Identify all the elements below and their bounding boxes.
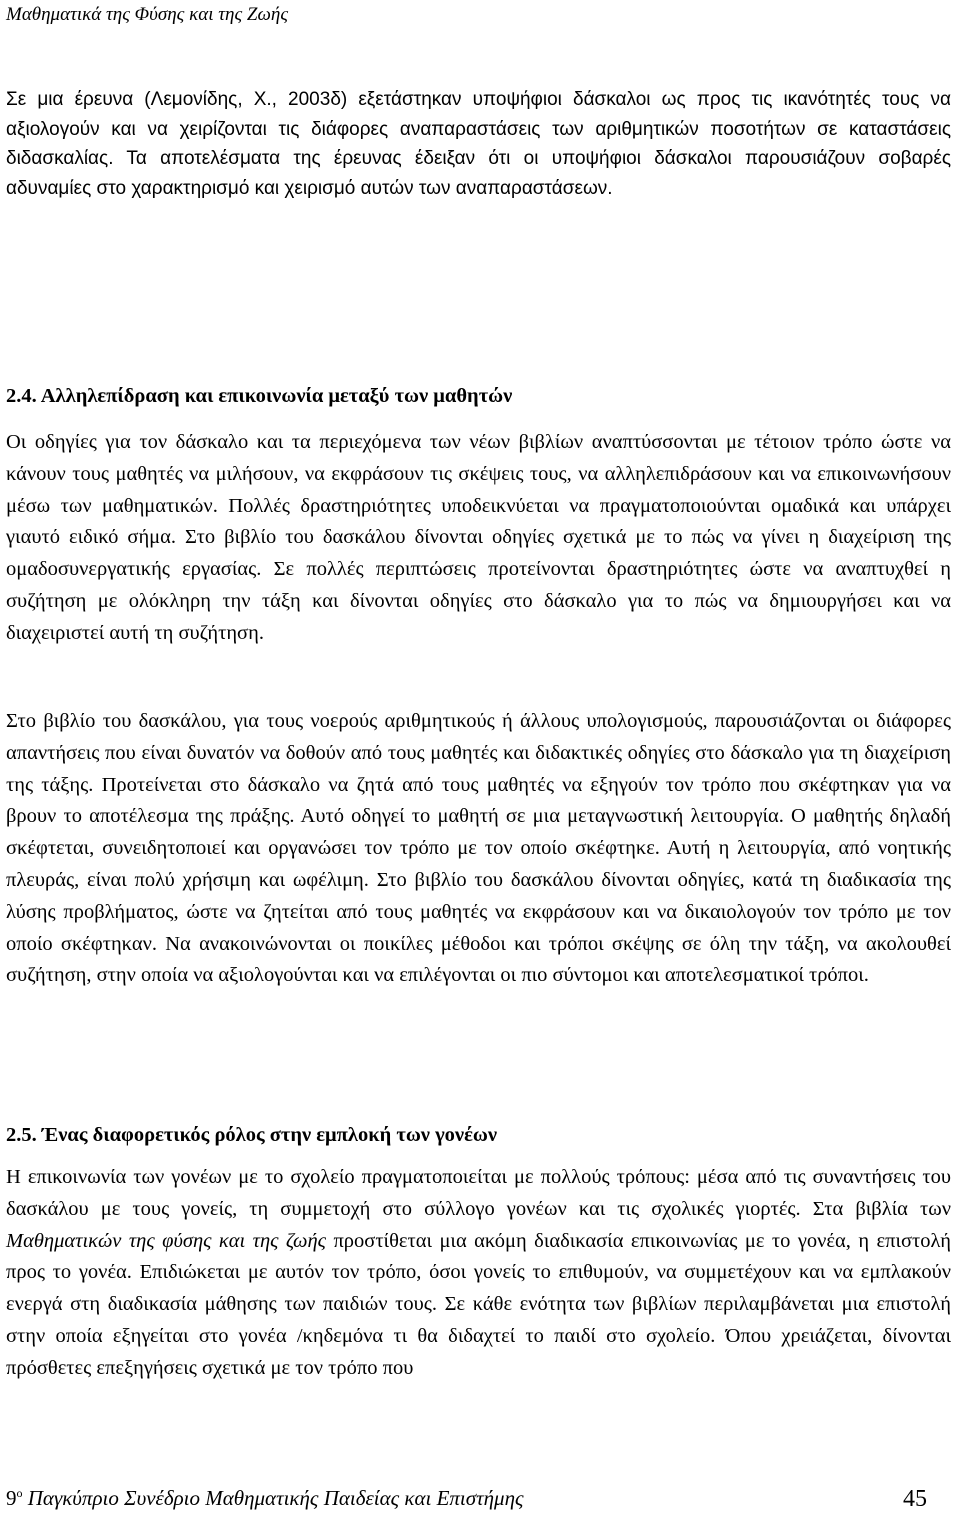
section-heading-2-5: 2.5. Ένας διαφορετικός ρόλος στην εμπλοκή των γονέων <box>6 1124 497 1146</box>
paragraph-text-part: προστίθεται μια ακόμη διαδικασία επικοινωνίας με το γονέα, η επιστολή προς το γονέα. Επιδιώκεται με αυτόν τον τρόπο, όσοι γονείς το επιθυμούν, να συμμετέχουν και να εμπλακούν ενεργά στη διαδικασία μάθησης των παιδιών τους. Σε κάθε ενότητα των βιβλίων περιλαμβάνεται μια επιστολή στην οποία εξηγείται στο γονέα /κηδεμόνα τι θα διδαχτεί το παιδί στο σχολείο. Όπου χρειάζεται, δίνονται πρόσθετες επεξηγήσεις σχετικά με τον τρόπο που <box>6 1229 951 1379</box>
section-2-4-paragraph-2: Στο βιβλίο του δασκάλου, για τους νοερούς αριθμητικούς ή άλλους υπολογισμούς, παρουσιάζονται οι διάφορες απαντήσεις που είναι δυνατόν να δοθούν από τους μαθητές και διδακτικές οδηγίες στο δάσκαλο για τη διαχείριση της τάξης. Προτείνεται στο δάσκαλο να ζητά από τους μαθητές να εξηγούν τον τρόπο που σκέφτηκαν για να βρουν το αποτέλεσμα της πράξης. Αυτό οδηγεί το μαθητή σε μια μεταγνωστική λειτουργία. Ο μαθητής δηλαδή σκέφτεται, συνειδητοποιεί και οργανώσει τον τρόπο με τον οποίο σκέφτηκε. Αυτή η λειτουργία, από νοητικής πλευράς, είναι πολύ χρήσιμη και ωφέλιμη. Στο βιβλίο του δασκάλου δίνονται οδηγίες, κατά τη διαδικασία της λύσης προβλήματος, ώστε να ζητείται από τους μαθητές να εκφράσουν και να δικαιολογούν τον τρόπο με τον οποίο σκέφτηκαν. Να ανακοινώνονται οι ποικίλες μέθοδοι και τρόποι σκέψης σε όλη την τάξη, να ακολουθεί συζήτηση, στην οποία να αξιολογούνται και να επιλέγονται οι πιο σύντομοι και αποτελεσματικοί τρόποι. <box>6 710 951 987</box>
running-header: Μαθηματικά της Φύσης και της Ζωής <box>6 4 289 25</box>
conference-footer <box>6 1486 926 1511</box>
section-2-5-paragraph-1 <box>6 1162 951 1385</box>
paragraph-text-part: Η επικοινωνία των γονέων με το σχολείο πραγματοποιείται με πολλούς τρόπους: μέσα από τις συναντήσεις του δασκάλου με τους γονείς, τη συμμετοχή στο σύλλογο γονέων και τις σχολικές γιορτές. Στα βιβλία των <box>6 1166 951 1220</box>
footer-number: 9 <box>6 1486 17 1510</box>
intro-paragraph: Σε μια έρευνα (Λεμονίδης, Χ., 2003δ) εξετάστηκαν υποψήφιοι δάσκαλοι ως προς τις ικανότητές τους να αξιολογούν και να χειρίζονται τις διάφορες αναπαραστάσεις των αριθμητικών ποσοτήτων σε καταστάσεις διδασκαλίας. Τα αποτελέσματα της έρευνας έδειξαν ότι οι υποψήφιοι δάσκαλοι παρουσιάζουν σοβαρές αδυναμίες στο χαρακτηρισμό και χειρισμό αυτών των αναπαραστάσεων. <box>6 89 951 199</box>
footer-conference-title: Παγκύπριο Συνέδριο Μαθηματικής Παιδείας και Επιστήμης <box>22 1486 524 1510</box>
section-2-4-paragraph-1: Οι οδηγίες για τον δάσκαλο και τα περιεχόμενα των νέων βιβλίων αναπτύσσονται με τέτοιον τρόπο ώστε να κάνουν τους μαθητές να μιλήσουν, να εκφράσουν τις σκέψεις τους, να αλληλεπιδράσουν και να επικοινωνήσουν μέσω των μαθηματικών. Πολλές δραστηριότητες υποδεικνύεται να πραγματοποιούνται ομαδικά και υπάρχει γιαυτό ειδικό σήμα. Στο βιβλίο του δασκάλου δίνονται οδηγίες σχετικά με το πώς να γίνει η διαχείριση της ομαδοσυνεργατικής εργασίας. Σε πολλές περιπτώσεις προτείνονται δραστηριότητες ώστε να αναπτυχθεί η συζήτηση με ολόκληρη την τάξη και δίνονται οδηγίες στο δάσκαλο για το πώς να δημιουργήσει και να διαχειριστεί αυτή τη συζήτηση. <box>6 431 951 644</box>
book-title-italic: Μαθηματικών της φύσης και της ζωής <box>6 1229 326 1252</box>
footer-superscript: ο <box>16 1486 23 1500</box>
section-heading-2-4: 2.4. Αλληλεπίδραση και επικοινωνία μεταξύ των μαθητών <box>6 385 513 407</box>
page-number: 45 <box>903 1486 927 1512</box>
